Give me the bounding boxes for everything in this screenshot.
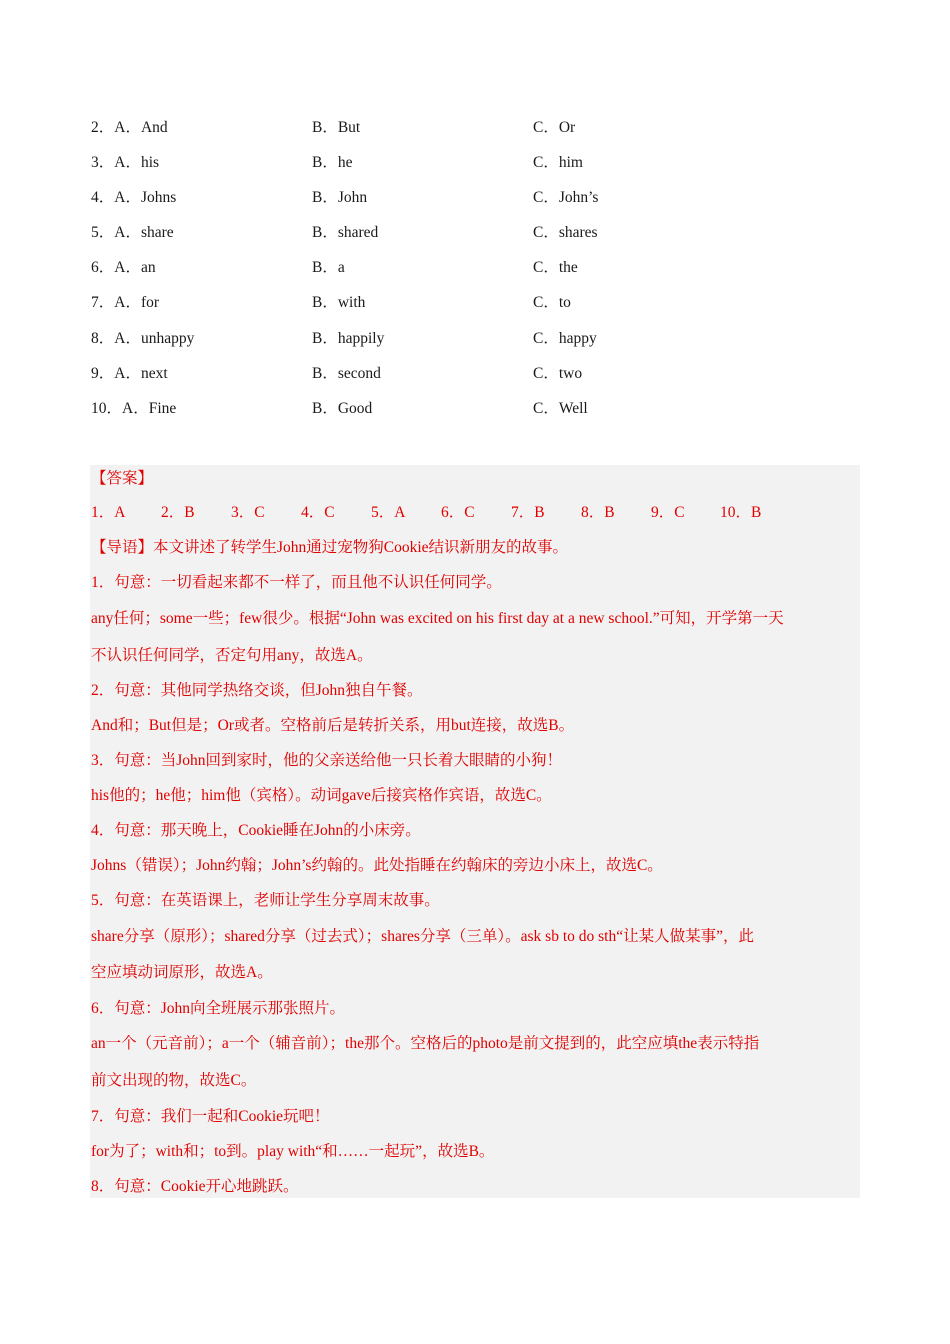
option-b: B．Good: [312, 399, 373, 417]
answer-key: 1．A: [91, 504, 126, 521]
option-a: 10．A．Fine: [91, 399, 177, 417]
answer-keys: [91, 501, 851, 525]
option-row-10: [91, 393, 851, 428]
explanation-line: his他的；he他；him他（宾格）。动词gave后接宾格作宾语，故选C。: [91, 787, 552, 804]
answer-key: 10．B: [720, 504, 762, 521]
option-b: B．shared: [312, 224, 379, 242]
answer-key: 8．B: [581, 504, 615, 521]
option-c: C．two: [533, 364, 583, 382]
explanation-line: 1．句意：一切看起来都不一样了，而且他不认识任何同学。: [91, 574, 502, 591]
explanation-line: 前文出现的物，故选C。: [91, 1072, 257, 1089]
answer-key: 4．C: [301, 504, 335, 521]
explanation-line: any任何；some一些；few很少。根据“John was excited on his first day at a new school.”可知，开学第一天: [91, 610, 784, 627]
option-b: B．happily: [312, 329, 385, 347]
answer-key: 9．C: [651, 504, 685, 521]
explanation-line: Johns（错误）；John约翰；John’s约翰的。此处指睡在约翰床的旁边小床上，故选C。: [91, 857, 663, 874]
answer-key: 5．A: [371, 504, 406, 521]
answer-key: 6．C: [441, 504, 475, 521]
option-a: 7．A．for: [91, 294, 160, 312]
option-a: 3．A．his: [91, 154, 160, 172]
options-list: [91, 112, 851, 428]
explanation-line: 5．句意：在英语课上，老师让学生分享周末故事。: [91, 892, 440, 909]
option-c: C．happy: [533, 329, 597, 347]
explanation-line: 4．句意：那天晚上，Cookie睡在John的小床旁。: [91, 822, 421, 839]
option-row-9: [91, 358, 851, 393]
explanation-line: 8．句意：Cookie开心地跳跃。: [91, 1178, 299, 1195]
option-a: 6．A．an: [91, 259, 156, 277]
explanation-line: 7．句意：我们一起和Cookie玩吧！: [91, 1108, 330, 1125]
answer-heading: 【答案】: [91, 470, 154, 487]
option-b: B．a: [312, 259, 345, 277]
option-a: 8．A．unhappy: [91, 329, 195, 347]
explanation-line: 3．句意：当John回到家时，他的父亲送给他一只长着大眼睛的小狗！: [91, 752, 563, 769]
answer-key: 3．C: [231, 504, 265, 521]
explanation-line: 6．句意：John向全班展示那张照片。: [91, 1000, 346, 1017]
option-a: 2．A．And: [91, 119, 168, 136]
explanation-line: share分享（原形）；shared分享（过去式）；shares分享（三单）。ask sb to do sth“让某人做某事”，此: [91, 928, 754, 945]
option-a: 5．A．share: [91, 224, 174, 242]
option-b: B．John: [312, 189, 368, 207]
explanation-line: 不认识任何同学，否定句用any，故选A。: [91, 647, 373, 664]
explanation-line: an一个（元音前）；a一个（辅音前）；the那个。空格后的photo是前文提到的，此空应填the表示特指: [91, 1035, 760, 1052]
option-c: C．him: [533, 154, 583, 172]
option-b: B．But: [312, 119, 361, 136]
option-b: B．he: [312, 154, 353, 172]
option-row-3: [91, 147, 851, 182]
answer-key: 7．B: [511, 504, 545, 521]
explanation-line: And和；But但是；Or或者。空格前后是转折关系，用but连接，故选B。: [91, 717, 575, 734]
option-c: C．John’s: [533, 189, 599, 207]
option-a: 9．A．next: [91, 364, 168, 382]
explanation-line: 空应填动词原形，故选A。: [91, 964, 273, 981]
option-c: C．the: [533, 259, 578, 277]
option-b: B．with: [312, 294, 366, 312]
option-row-5: [91, 217, 851, 252]
option-row-2: [91, 112, 851, 147]
explanation-line: for为了；with和；to到。play with“和……一起玩”，故选B。: [91, 1143, 495, 1160]
option-c: C．shares: [533, 224, 598, 242]
option-a: 4．A．Johns: [91, 189, 177, 207]
option-c: C．Or: [533, 119, 576, 136]
explanation-line: 2．句意：其他同学热络交谈，但John独自午餐。: [91, 682, 423, 699]
option-row-7: [91, 287, 851, 322]
answer-key: 2．B: [161, 504, 195, 521]
option-row-6: [91, 252, 851, 287]
option-c: C．to: [533, 294, 571, 312]
answer-section: [90, 465, 860, 1198]
option-c: C．Well: [533, 399, 588, 417]
intro-line: 【导语】本文讲述了转学生John通过宠物狗Cookie结识新朋友的故事。: [91, 539, 569, 556]
option-b: B．second: [312, 364, 381, 382]
option-row-8: [91, 323, 851, 358]
option-row-4: [91, 182, 851, 217]
